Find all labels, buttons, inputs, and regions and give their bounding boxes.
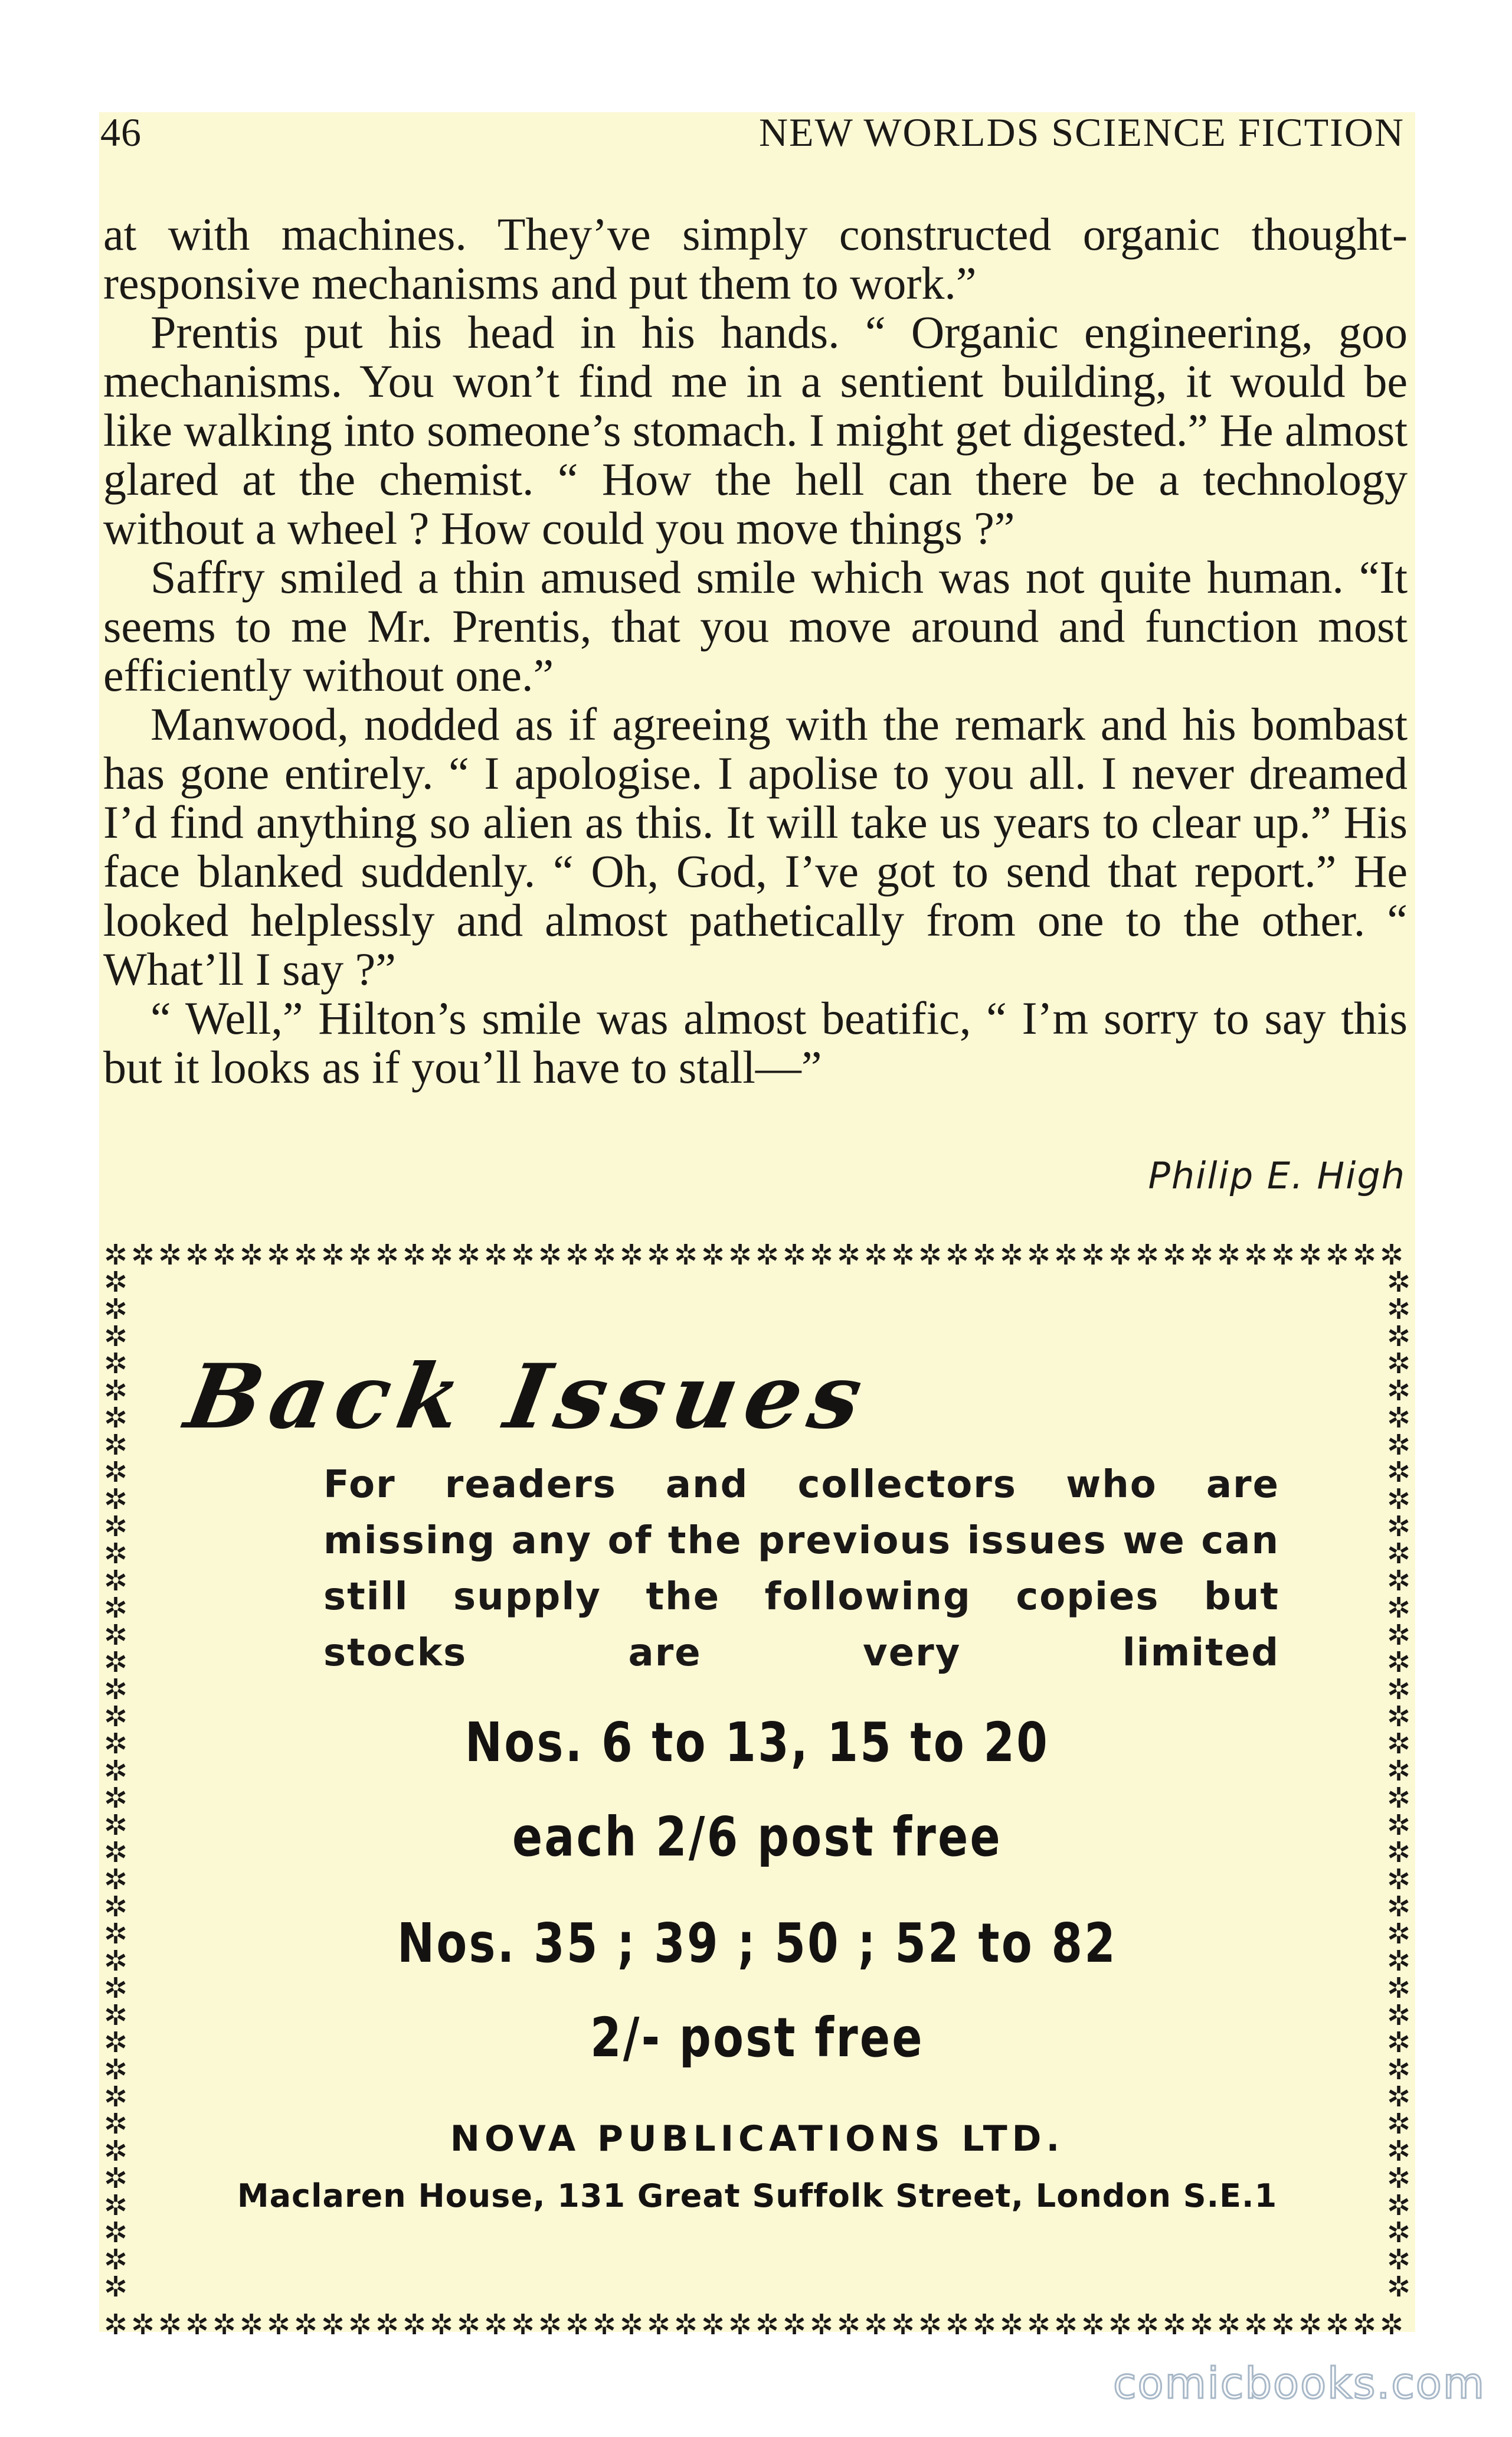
- border-star-icon: ✲: [103, 2189, 128, 2222]
- border-star-icon: ✲: [1386, 1673, 1411, 1706]
- border-star-icon: ✲: [130, 1239, 155, 1272]
- border-star-icon: ✲: [103, 2308, 128, 2341]
- border-star-icon: ✲: [1298, 1239, 1323, 1272]
- border-star-icon: ✲: [999, 1239, 1024, 1272]
- border-star-icon: ✲: [646, 2308, 671, 2341]
- border-star-icon: ✲: [1053, 1239, 1078, 1272]
- border-star-icon: ✲: [103, 1619, 128, 1652]
- watermark: comicbooks.com: [1112, 2358, 1485, 2408]
- border-star-icon: ✲: [1325, 2308, 1350, 2341]
- border-star-icon: ✲: [103, 2162, 128, 2195]
- story-paragraph: at with machines. They’ve simply constructed organic thought-responsive mechanisms and put them to work.”: [103, 208, 1408, 309]
- story-paragraph: “ Well,” Hilton’s smile was almost beatific, “ I’m sorry to say this but it looks as if you’ll have to stall—”: [103, 992, 1408, 1093]
- border-star-icon: ✲: [429, 2308, 454, 2341]
- border-star-icon: ✲: [1162, 1239, 1187, 1272]
- border-star-icon: ✲: [402, 2308, 427, 2341]
- border-star-icon: ✲: [1386, 1999, 1411, 2032]
- border-star-icon: ✲: [1386, 2026, 1411, 2059]
- border-star-icon: ✲: [103, 1347, 128, 1380]
- border-star-icon: ✲: [1386, 2216, 1411, 2249]
- border-star-icon: ✲: [103, 2026, 128, 2059]
- border-star-icon: ✲: [701, 1239, 725, 1272]
- back-issues-advertisement: [99, 1239, 1415, 2341]
- border-star-icon: ✲: [728, 2308, 752, 2341]
- border-star-icon: ✲: [1386, 1836, 1411, 1869]
- border-star-icon: ✲: [1386, 1809, 1411, 1842]
- border-star-icon: ✲: [1386, 1619, 1411, 1652]
- border-star-icon: ✲: [1386, 1755, 1411, 1788]
- border-star-icon: ✲: [103, 1809, 128, 1842]
- border-star-icon: ✲: [945, 2308, 970, 2341]
- border-star-icon: ✲: [103, 1456, 128, 1489]
- border-star-icon: ✲: [891, 1239, 915, 1272]
- border-star-icon: ✲: [1386, 2108, 1411, 2141]
- border-star-icon: ✲: [320, 1239, 345, 1272]
- border-star-icon: ✲: [1108, 2308, 1133, 2341]
- border-star-icon: ✲: [510, 2308, 535, 2341]
- border-star-icon: ✲: [999, 2308, 1024, 2341]
- border-star-icon: ✲: [103, 1592, 128, 1625]
- border-star-icon: ✲: [1271, 2308, 1295, 2341]
- border-star-icon: ✲: [755, 1239, 780, 1272]
- border-star-icon: ✲: [619, 2308, 644, 2341]
- border-star-icon: ✲: [1386, 1510, 1411, 1543]
- border-star-icon: ✲: [483, 1239, 508, 1272]
- border-star-icon: ✲: [103, 2216, 128, 2249]
- border-star-icon: ✲: [755, 2308, 780, 2341]
- border-star-icon: ✲: [103, 1564, 128, 1598]
- border-star-icon: ✲: [103, 1863, 128, 1896]
- border-star-icon: ✲: [103, 1510, 128, 1543]
- border-star-icon: ✲: [103, 2080, 128, 2113]
- border-star-icon: ✲: [1298, 2308, 1323, 2341]
- border-star-icon: ✲: [1108, 1239, 1133, 1272]
- ad-title: Back Issues: [178, 1345, 878, 1449]
- border-star-icon: ✲: [1386, 1266, 1411, 1299]
- story-paragraph: Manwood, nodded as if agreeing with the remark and his bombast has gone entirely. “ I apologise. I apolise to you all. I never dreamed I’d find anything so alien as this. It will take us years to clear up.” His face blanked suddenly. “ Oh, God, I’ve got to send that report.” He looked helplessly and almost pathetically from one to the other. “ What’ll I say ?”: [103, 698, 1408, 995]
- running-title: NEW WORLDS SCIENCE FICTION: [758, 110, 1405, 155]
- border-star-icon: ✲: [1352, 1239, 1377, 1272]
- border-star-icon: ✲: [1026, 1239, 1051, 1272]
- page-number: 46: [100, 110, 142, 155]
- border-star-icon: ✲: [918, 1239, 942, 1272]
- border-star-icon: ✲: [918, 2308, 942, 2341]
- border-star-icon: ✲: [1386, 2080, 1411, 2113]
- border-star-icon: ✲: [1386, 1537, 1411, 1570]
- border-star-icon: ✲: [1386, 1592, 1411, 1625]
- border-star-icon: ✲: [782, 1239, 807, 1272]
- border-star-icon: ✲: [103, 1239, 128, 1272]
- border-star-icon: ✲: [891, 2308, 915, 2341]
- border-star-icon: ✲: [103, 1673, 128, 1706]
- border-star-icon: ✲: [348, 2308, 372, 2341]
- border-star-icon: ✲: [1379, 2308, 1404, 2341]
- border-star-icon: ✲: [728, 1239, 752, 1272]
- border-star-icon: ✲: [1386, 1456, 1411, 1489]
- border-star-icon: ✲: [429, 1239, 454, 1272]
- border-star-icon: ✲: [239, 1239, 264, 1272]
- border-star-icon: ✲: [293, 1239, 318, 1272]
- border-star-icon: ✲: [836, 1239, 861, 1272]
- border-star-icon: ✲: [103, 1402, 128, 1435]
- border-star-icon: ✲: [646, 1239, 671, 1272]
- border-star-icon: ✲: [1189, 1239, 1214, 1272]
- story-paragraph: Saffry smiled a thin amused smile which was not quite human. “It seems to me Mr. Prentis, that you move around and function most efficiently without one.”: [103, 551, 1408, 701]
- border-star-icon: ✲: [1386, 1320, 1411, 1353]
- border-star-icon: ✲: [266, 1239, 291, 1272]
- story-paragraph: Prentis put his head in his hands. “ Organic engineering, goo mechanisms. You won’t find me in a sentient building, it would be like walking into someone’s stomach. I might get digested.” He almost glared at the chemist. “ How the hell can there be a technology without a wheel ? How could you move things ?”: [103, 306, 1408, 554]
- border-star-icon: ✲: [103, 1374, 128, 1407]
- page-header: [100, 109, 1405, 174]
- border-star-icon: ✲: [158, 2308, 182, 2341]
- border-star-icon: ✲: [103, 1972, 128, 2005]
- border-star-icon: ✲: [212, 1239, 237, 1272]
- border-star-icon: ✲: [103, 1266, 128, 1299]
- border-star-icon: ✲: [538, 1239, 562, 1272]
- border-star-icon: ✲: [1386, 1429, 1411, 1462]
- issue-range-line-2: Nos. 35 ; 39 ; 50 ; 52 to 82: [397, 1912, 1118, 1975]
- price-line-1: each 2/6 post free: [512, 1805, 1003, 1868]
- border-star-icon: ✲: [158, 1239, 182, 1272]
- border-star-icon: ✲: [1325, 1239, 1350, 1272]
- border-star-icon: ✲: [1386, 1727, 1411, 1760]
- border-star-icon: ✲: [1386, 2189, 1411, 2222]
- border-star-icon: ✲: [212, 2308, 237, 2341]
- publisher-name: NOVA PUBLICATIONS LTD.: [450, 2118, 1065, 2160]
- border-star-icon: ✲: [836, 2308, 861, 2341]
- border-star-icon: ✲: [1271, 1239, 1295, 1272]
- border-star-icon: ✲: [809, 1239, 834, 1272]
- border-star-icon: ✲: [1386, 1972, 1411, 2005]
- border-star-icon: ✲: [320, 2308, 345, 2341]
- border-star-icon: ✲: [130, 2308, 155, 2341]
- border-star-icon: ✲: [782, 2308, 807, 2341]
- border-star-icon: ✲: [1386, 1917, 1411, 1951]
- border-star-icon: ✲: [103, 1890, 128, 1923]
- border-star-icon: ✲: [1026, 2308, 1051, 2341]
- border-star-icon: ✲: [1386, 1945, 1411, 1978]
- border-star-icon: ✲: [1243, 2308, 1268, 2341]
- border-star-icon: ✲: [375, 1239, 400, 1272]
- border-star-icon: ✲: [592, 1239, 617, 1272]
- border-star-icon: ✲: [565, 2308, 590, 2341]
- border-star-icon: ✲: [266, 2308, 291, 2341]
- border-star-icon: ✲: [375, 2308, 400, 2341]
- border-star-icon: ✲: [1081, 1239, 1105, 1272]
- border-star-icon: ✲: [1386, 2053, 1411, 2086]
- border-star-icon: ✲: [1386, 2162, 1411, 2195]
- border-star-icon: ✲: [103, 1320, 128, 1353]
- border-star-icon: ✲: [701, 2308, 725, 2341]
- border-star-icon: ✲: [619, 1239, 644, 1272]
- border-star-icon: ✲: [1386, 1863, 1411, 1896]
- border-star-icon: ✲: [592, 2308, 617, 2341]
- ad-intro-text: For readers and collectors who are missing any of the previous issues we can still supply the following copies but stocks are very limited: [323, 1463, 1279, 1675]
- border-star-icon: ✲: [1379, 1239, 1404, 1272]
- border-star-icon: ✲: [1216, 1239, 1241, 1272]
- border-star-icon: ✲: [103, 1755, 128, 1788]
- border-star-icon: ✲: [1386, 2135, 1411, 2168]
- border-star-icon: ✲: [103, 2243, 128, 2276]
- border-star-icon: ✲: [185, 2308, 210, 2341]
- border-star-icon: ✲: [103, 1293, 128, 1326]
- border-star-icon: ✲: [1386, 2243, 1411, 2276]
- border-star-icon: ✲: [863, 1239, 888, 1272]
- border-star-icon: ✲: [1386, 1293, 1411, 1326]
- border-star-icon: ✲: [1243, 1239, 1268, 1272]
- border-star-icon: ✲: [103, 1999, 128, 2032]
- border-star-icon: ✲: [1386, 1347, 1411, 1380]
- border-star-icon: ✲: [103, 1537, 128, 1570]
- border-star-icon: ✲: [1386, 1483, 1411, 1516]
- issue-range-line-1: Nos. 6 to 13, 15 to 20: [464, 1711, 1050, 1774]
- border-star-icon: ✲: [456, 1239, 481, 1272]
- border-star-icon: ✲: [483, 2308, 508, 2341]
- border-star-icon: ✲: [1386, 1890, 1411, 1923]
- border-star-icon: ✲: [1386, 1700, 1411, 1733]
- border-star-icon: ✲: [1386, 2271, 1411, 2304]
- border-star-icon: ✲: [1386, 1646, 1411, 1679]
- border-star-icon: ✲: [1135, 2308, 1160, 2341]
- border-star-icon: ✲: [103, 1782, 128, 1815]
- border-star-icon: ✲: [348, 1239, 372, 1272]
- border-star-icon: ✲: [1386, 1564, 1411, 1598]
- border-star-icon: ✲: [1352, 2308, 1377, 2341]
- border-star-icon: ✲: [972, 2308, 997, 2341]
- border-star-icon: ✲: [673, 2308, 698, 2341]
- border-star-icon: ✲: [103, 1700, 128, 1733]
- story-text: [103, 210, 1408, 1092]
- border-star-icon: ✲: [1053, 2308, 1078, 2341]
- border-star-icon: ✲: [456, 2308, 481, 2341]
- author-byline: Philip E. High: [1148, 1154, 1406, 1197]
- border-star-icon: ✲: [103, 1836, 128, 1869]
- border-star-icon: ✲: [1216, 2308, 1241, 2341]
- border-star-icon: ✲: [565, 1239, 590, 1272]
- border-star-icon: ✲: [293, 2308, 318, 2341]
- border-star-icon: ✲: [1386, 1374, 1411, 1407]
- price-line-2: 2/- post free: [590, 2006, 924, 2069]
- border-star-icon: ✲: [1189, 2308, 1214, 2341]
- border-star-icon: ✲: [103, 2135, 128, 2168]
- border-star-icon: ✲: [103, 1945, 128, 1978]
- border-star-icon: ✲: [103, 1917, 128, 1951]
- border-star-icon: ✲: [103, 1727, 128, 1760]
- border-star-icon: ✲: [1135, 1239, 1160, 1272]
- border-star-icon: ✲: [103, 2271, 128, 2304]
- border-star-icon: ✲: [1386, 1402, 1411, 1435]
- border-star-icon: ✲: [103, 1483, 128, 1516]
- border-star-icon: ✲: [402, 1239, 427, 1272]
- border-star-icon: ✲: [945, 1239, 970, 1272]
- border-star-icon: ✲: [1386, 1782, 1411, 1815]
- publisher-address: Maclaren House, 131 Great Suffolk Street, London S.E.1: [237, 2177, 1278, 2214]
- border-star-icon: ✲: [673, 1239, 698, 1272]
- border-star-icon: ✲: [1162, 2308, 1187, 2341]
- border-star-icon: ✲: [863, 2308, 888, 2341]
- border-star-icon: ✲: [185, 1239, 210, 1272]
- border-star-icon: ✲: [510, 1239, 535, 1272]
- border-star-icon: ✲: [103, 2053, 128, 2086]
- border-star-icon: ✲: [809, 2308, 834, 2341]
- border-star-icon: ✲: [1081, 2308, 1105, 2341]
- border-star-icon: ✲: [239, 2308, 264, 2341]
- border-star-icon: ✲: [538, 2308, 562, 2341]
- border-star-icon: ✲: [972, 1239, 997, 1272]
- border-star-icon: ✲: [103, 2108, 128, 2141]
- border-star-icon: ✲: [103, 1429, 128, 1462]
- border-star-icon: ✲: [103, 1646, 128, 1679]
